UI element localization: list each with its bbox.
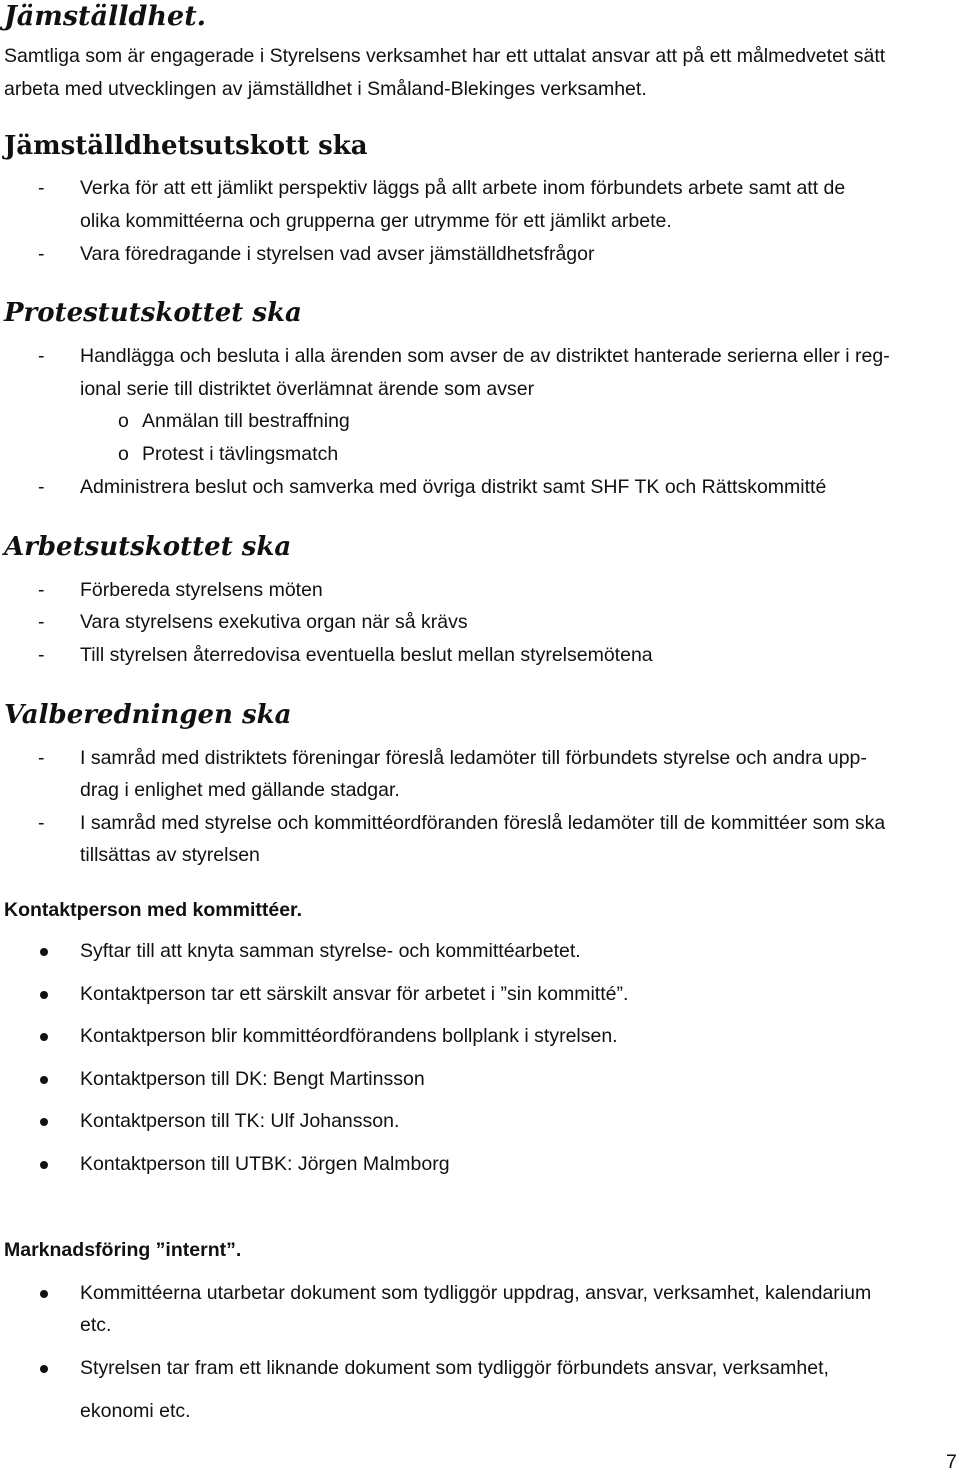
bullet-icon bbox=[40, 1033, 48, 1041]
bullet-icon bbox=[40, 1118, 48, 1126]
sub-list-item-text: Protest i tävlingsmatch bbox=[142, 443, 339, 465]
list-item-text: ional serie till distriktet överlämnat ärende som avser bbox=[80, 378, 535, 400]
bullet-icon bbox=[40, 1365, 48, 1373]
heading-valberedningen: Valberedningen ska bbox=[4, 700, 292, 730]
heading-jamstalldhetsutskott: Jämställdhetsutskott ska bbox=[4, 131, 368, 161]
dash-marker: - bbox=[38, 476, 45, 498]
bullet-item-text: Kontaktperson till TK: Ulf Johansson. bbox=[80, 1110, 400, 1132]
list-item-text: Till styrelsen återredovisa eventuella beslut mellan styrelsemötena bbox=[80, 644, 653, 666]
dash-marker: - bbox=[38, 611, 45, 633]
circle-marker: o bbox=[118, 443, 129, 465]
circle-marker: o bbox=[118, 410, 129, 432]
bullet-item-text: etc. bbox=[80, 1314, 112, 1336]
dash-marker: - bbox=[38, 177, 45, 199]
page-number: 7 bbox=[946, 1451, 957, 1473]
dash-marker: - bbox=[38, 345, 45, 367]
paragraph-line: arbeta med utvecklingen av jämställdhet i Småland-Blekinges verksamhet. bbox=[4, 78, 647, 100]
list-item-text: tillsättas av styrelsen bbox=[80, 844, 260, 866]
dash-marker: - bbox=[38, 812, 45, 834]
list-item-text: I samråd med styrelse och kommittéordföranden föreslå ledamöter till de kommittéer som ska bbox=[80, 812, 886, 834]
dash-marker: - bbox=[38, 243, 45, 265]
list-item-text: Vara styrelsens exekutiva organ när så krävs bbox=[80, 611, 468, 633]
bullet-icon bbox=[40, 991, 48, 999]
section-title-jamstalldhet: Jämställdhet. bbox=[4, 1, 207, 32]
bullet-item-text: Kommittéerna utarbetar dokument som tydliggör uppdrag, ansvar, verksamhet, kalendarium bbox=[80, 1282, 872, 1304]
list-item-text: drag i enlighet med gällande stadgar. bbox=[80, 779, 400, 801]
list-item-text: olika kommittéerna och grupperna ger utrymme för ett jämlikt arbete. bbox=[80, 210, 672, 232]
heading-protestutskottet: Protestutskottet ska bbox=[4, 298, 302, 328]
heading-arbetsutskottet: Arbetsutskottet ska bbox=[4, 532, 292, 562]
paragraph-line: Samtliga som är engagerade i Styrelsens verksamhet har ett uttalat ansvar att på ett målmedvetet sätt bbox=[4, 45, 886, 67]
bullet-item-text: Syftar till att knyta samman styrelse- och kommittéarbetet. bbox=[80, 940, 581, 962]
bullet-item-text: Kontaktperson tar ett särskilt ansvar för arbetet i ”sin kommitté”. bbox=[80, 983, 629, 1005]
list-item-text: Förbereda styrelsens möten bbox=[80, 579, 323, 601]
list-item-text: Verka för att ett jämlikt perspektiv läggs på allt arbete inom förbundets arbete samt att de bbox=[80, 177, 846, 199]
heading-kontaktperson: Kontaktperson med kommittéer. bbox=[4, 899, 302, 921]
bullet-icon bbox=[40, 1076, 48, 1084]
dash-marker: - bbox=[38, 579, 45, 601]
bullet-icon bbox=[40, 1161, 48, 1169]
list-item-text: Administrera beslut och samverka med övriga distrikt samt SHF TK och Rättskommitté bbox=[80, 476, 827, 498]
dash-marker: - bbox=[38, 747, 45, 769]
bullet-icon bbox=[40, 948, 48, 956]
bullet-icon bbox=[40, 1290, 48, 1298]
dash-marker: - bbox=[38, 644, 45, 666]
bullet-item-text: ekonomi etc. bbox=[80, 1400, 191, 1422]
bullet-item-text: Styrelsen tar fram ett liknande dokument som tydliggör förbundets ansvar, verksamhet, bbox=[80, 1357, 829, 1379]
list-item-text: Handlägga och besluta i alla ärenden som avser de av distriktet hanterade serierna eller i reg- bbox=[80, 345, 890, 367]
bullet-item-text: Kontaktperson till UTBK: Jörgen Malmborg bbox=[80, 1153, 450, 1175]
sub-list-item-text: Anmälan till bestraffning bbox=[142, 410, 350, 432]
heading-marknadsforing: Marknadsföring ”internt”. bbox=[4, 1239, 242, 1261]
list-item-text: I samråd med distriktets föreningar föreslå ledamöter till förbundets styrelse och andra upp- bbox=[80, 747, 867, 769]
bullet-item-text: Kontaktperson till DK: Bengt Martinsson bbox=[80, 1068, 425, 1090]
bullet-item-text: Kontaktperson blir kommittéordförandens bollplank i styrelsen. bbox=[80, 1025, 618, 1047]
list-item-text: Vara föredragande i styrelsen vad avser jämställdhetsfrågor bbox=[80, 243, 595, 265]
